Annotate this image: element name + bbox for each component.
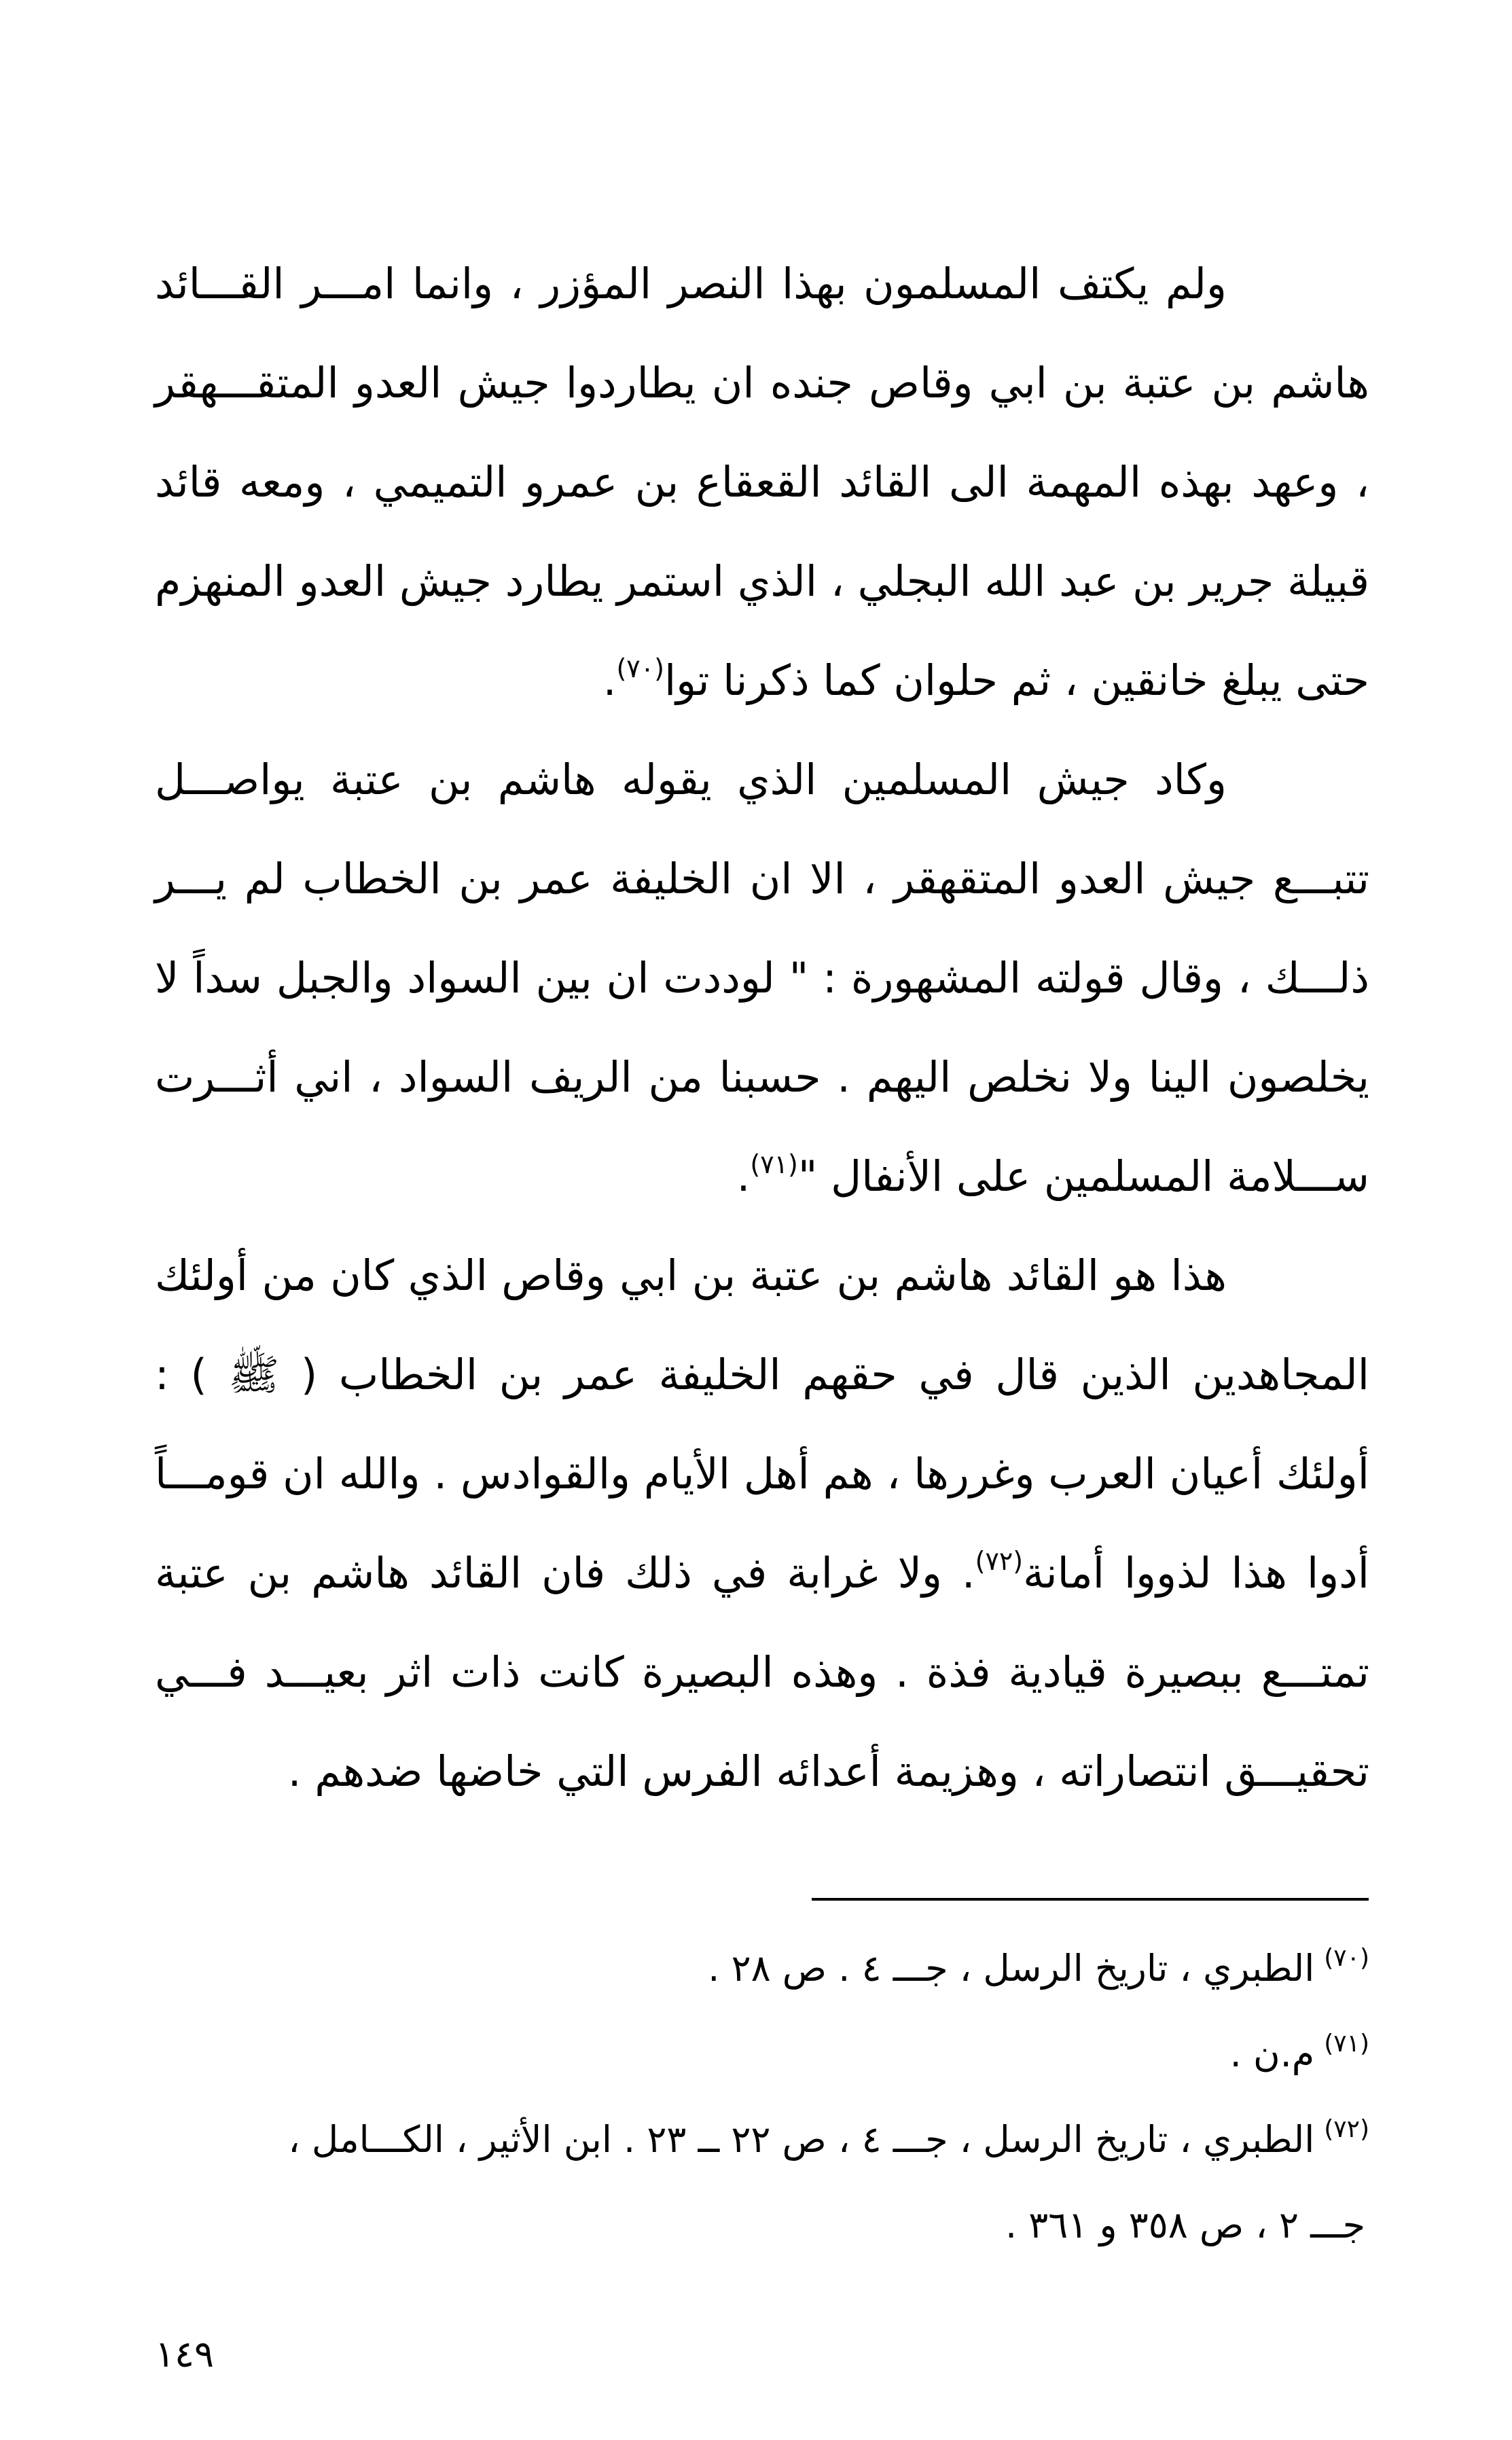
page-number: ١٤٩: [155, 2333, 215, 2375]
text-line: وقال قولته المشهورة : " لوددت ان بين السواد والجبل سداً لا يخلصون: [155, 953, 1369, 1102]
text-line: هذا هو القائد هاشم بن عتبة بن ابي وقاص الذي كان من أولئك: [155, 1251, 1227, 1300]
text-line: وكاد جيش المسلمين الذي يقوله هاشم بن عتبة يواصـــل تتبـــع: [155, 755, 1369, 903]
text-line: جرير بن عبد الله البجلي ، الذي استمر يطارد جيش العدو المنهزم حتى: [155, 556, 1369, 705]
paragraph-3: [155, 1226, 1369, 1821]
text-line: ولم يكتف المسلمون بهذا النصر المؤزر ، وانما امـــر القـــائد: [155, 259, 1227, 308]
paragraph-1: [155, 234, 1369, 730]
paragraph-2: [155, 730, 1369, 1226]
sentence-end: .: [602, 656, 617, 705]
main-text: [155, 234, 1369, 1821]
text-line: المجاهدين الذين قال في حقهم الخليفة عمر بن الخطاب ( ﷺ ) : أولئك: [155, 1350, 1369, 1499]
sentence-end: .: [736, 1151, 751, 1201]
footnote-text: الطبري ، تاريخ الرسل ، جـــ ٤ ، ص ٢٢ ــ ٢٣ . ابن الأثير ، الكـــامل ،: [288, 2118, 1315, 2161]
footnote-text: جـــ ٢ ، ص ٣٥٨ و ٣٦١ .: [1005, 2204, 1365, 2246]
footnotes: [155, 1926, 1369, 2268]
footnote-72: [155, 2097, 1369, 2183]
footnote-separator: [812, 1898, 1369, 1901]
footnote-ref-70[interactable]: (٧٠): [616, 653, 664, 683]
text-line: المسلمين على الأنفال ": [797, 1151, 1214, 1201]
footnote-mark: (٧٢): [1324, 2115, 1369, 2143]
text-line: ببصيرة قيادية فذة . وهذه البصيرة كانت ذات اثر بعيـــد فـــي تحقيـــق: [155, 1647, 1369, 1796]
text-line: يبلغ خانقين ، ثم حلوان كما ذكرنا توا: [664, 656, 1282, 705]
footnote-71: [155, 2011, 1369, 2097]
text-line: وعهد بهذه المهمة الى القائد القعقاع بن عمرو التميمي ، ومعه قائد قبيلة: [155, 457, 1369, 606]
footnote-mark: (٧٠): [1324, 1944, 1369, 1972]
footnote-ref-71[interactable]: (٧١): [750, 1149, 798, 1179]
footnote-ref-72[interactable]: (٧٢): [975, 1546, 1024, 1576]
text-line: انتصاراته ، وهزيمة أعدائه الفرس التي خاضها ضدهم .: [287, 1746, 1211, 1796]
text-line: جيش العدو المتقهقر ، الا ان الخليفة عمر بن الخطاب لم يـــر ذلـــك ،: [155, 854, 1369, 1003]
text-line: الينا ولا نخلص اليهم . حسبنا من الريف السواد ، اني أثـــرت ســـلامة: [155, 1052, 1369, 1201]
footnote-70: [155, 1926, 1369, 2011]
footnote-mark: (٧١): [1324, 2030, 1369, 2058]
footnote-text: م.ن .: [1229, 2032, 1315, 2075]
footnote-72-continuation: [155, 2183, 1369, 2268]
text-line: أعيان العرب وغررها ، هم أهل الأيام والقوادس . والله ان قومـــاً أدوا: [155, 1449, 1369, 1598]
footnote-text: الطبري ، تاريخ الرسل ، جـــ ٤ . ص ٢٨ .: [708, 1947, 1315, 1990]
text-line: هاشم بن عتبة بن ابي وقاص جنده ان يطاردوا جيش العدو المتقـــهقر ،: [155, 358, 1369, 507]
text-line: هذا لذووا أمانة: [1023, 1548, 1287, 1598]
text-line: . ولا غرابة في ذلك فان القائد هاشم بن عتبة تمتـــع: [155, 1548, 1369, 1697]
